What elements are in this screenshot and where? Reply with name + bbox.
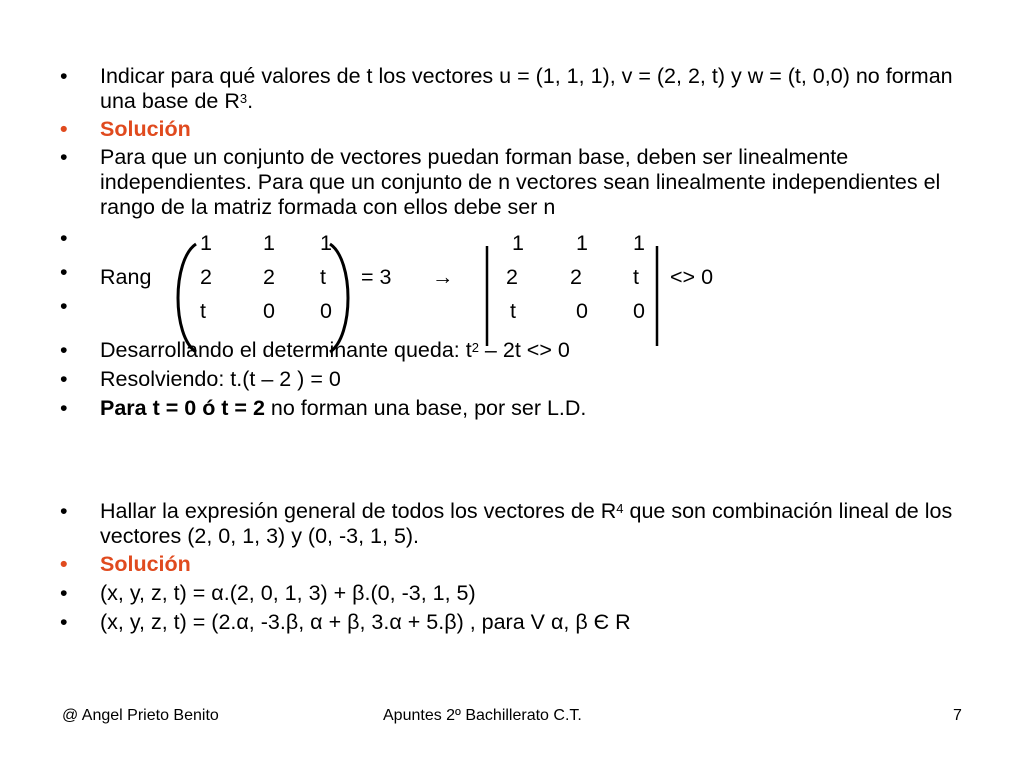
- solve-equation: • Resolviendo: t.(t – 2 ) = 0: [58, 367, 978, 392]
- rang-label: • Rang: [100, 265, 152, 289]
- matrix-row-1: • 1 1 1 1 1 1: [58, 226, 978, 260]
- problem2-solution-label: • Solución: [58, 552, 978, 577]
- matrix-row-2: • Rang 2 2 t = 3 → 2 2 t <> 0: [58, 260, 978, 294]
- problem1-solution-label: • Solución: [58, 117, 978, 142]
- slide-content: [58, 64, 978, 635]
- develop-determinant: • Desarrollando el determinante queda: $t^2 - 2t <> 0$: [58, 338, 978, 363]
- footer-author: @ Angel Prieto Benito: [62, 707, 219, 724]
- conclusion: • Para t = 0 ó t = 2 no forman una base, por ser L.D.: [58, 396, 978, 421]
- footer-course: Apuntes 2º Bachillerato C.T.: [383, 707, 582, 724]
- problem2-statement: • Hallar la expresión general de todos los vectores de $R^4$ que son combinación lineal de los vectores (2, 0, 1, 3) y (0, -3, 1, 5).: [58, 499, 978, 549]
- det-result: <> 0: [670, 265, 714, 289]
- footer-page-number: 7: [953, 707, 962, 724]
- problem2-line1: • (x, y, z, t) = α.(2, 0, 1, 3) + β.(0, -3, 1, 5): [58, 581, 978, 606]
- problem2-line2: • (x, y, z, t) = (2.α, -3.β, α + β, 3.α + 5.β) , para V α, β Є R: [58, 610, 978, 635]
- matrix-row-3: • t 0 0 t 0 0: [58, 294, 978, 328]
- problem1-statement: • Indicar para qué valores de t los vectores u = (1, 1, 1), v = (2, 2, t) y w = (t, 0,0) no forman una base de $R^3$.: [58, 64, 978, 114]
- arrow-icon: →: [432, 265, 454, 289]
- problem1-explanation: • Para que un conjunto de vectores puedan forman base, deben ser linealmente independientes. Para que un conjunto de n vectores sean linealmente independientes el rango de la matriz formada con ellos debe ser n: [58, 145, 978, 220]
- rank-result: = 3: [361, 265, 392, 289]
